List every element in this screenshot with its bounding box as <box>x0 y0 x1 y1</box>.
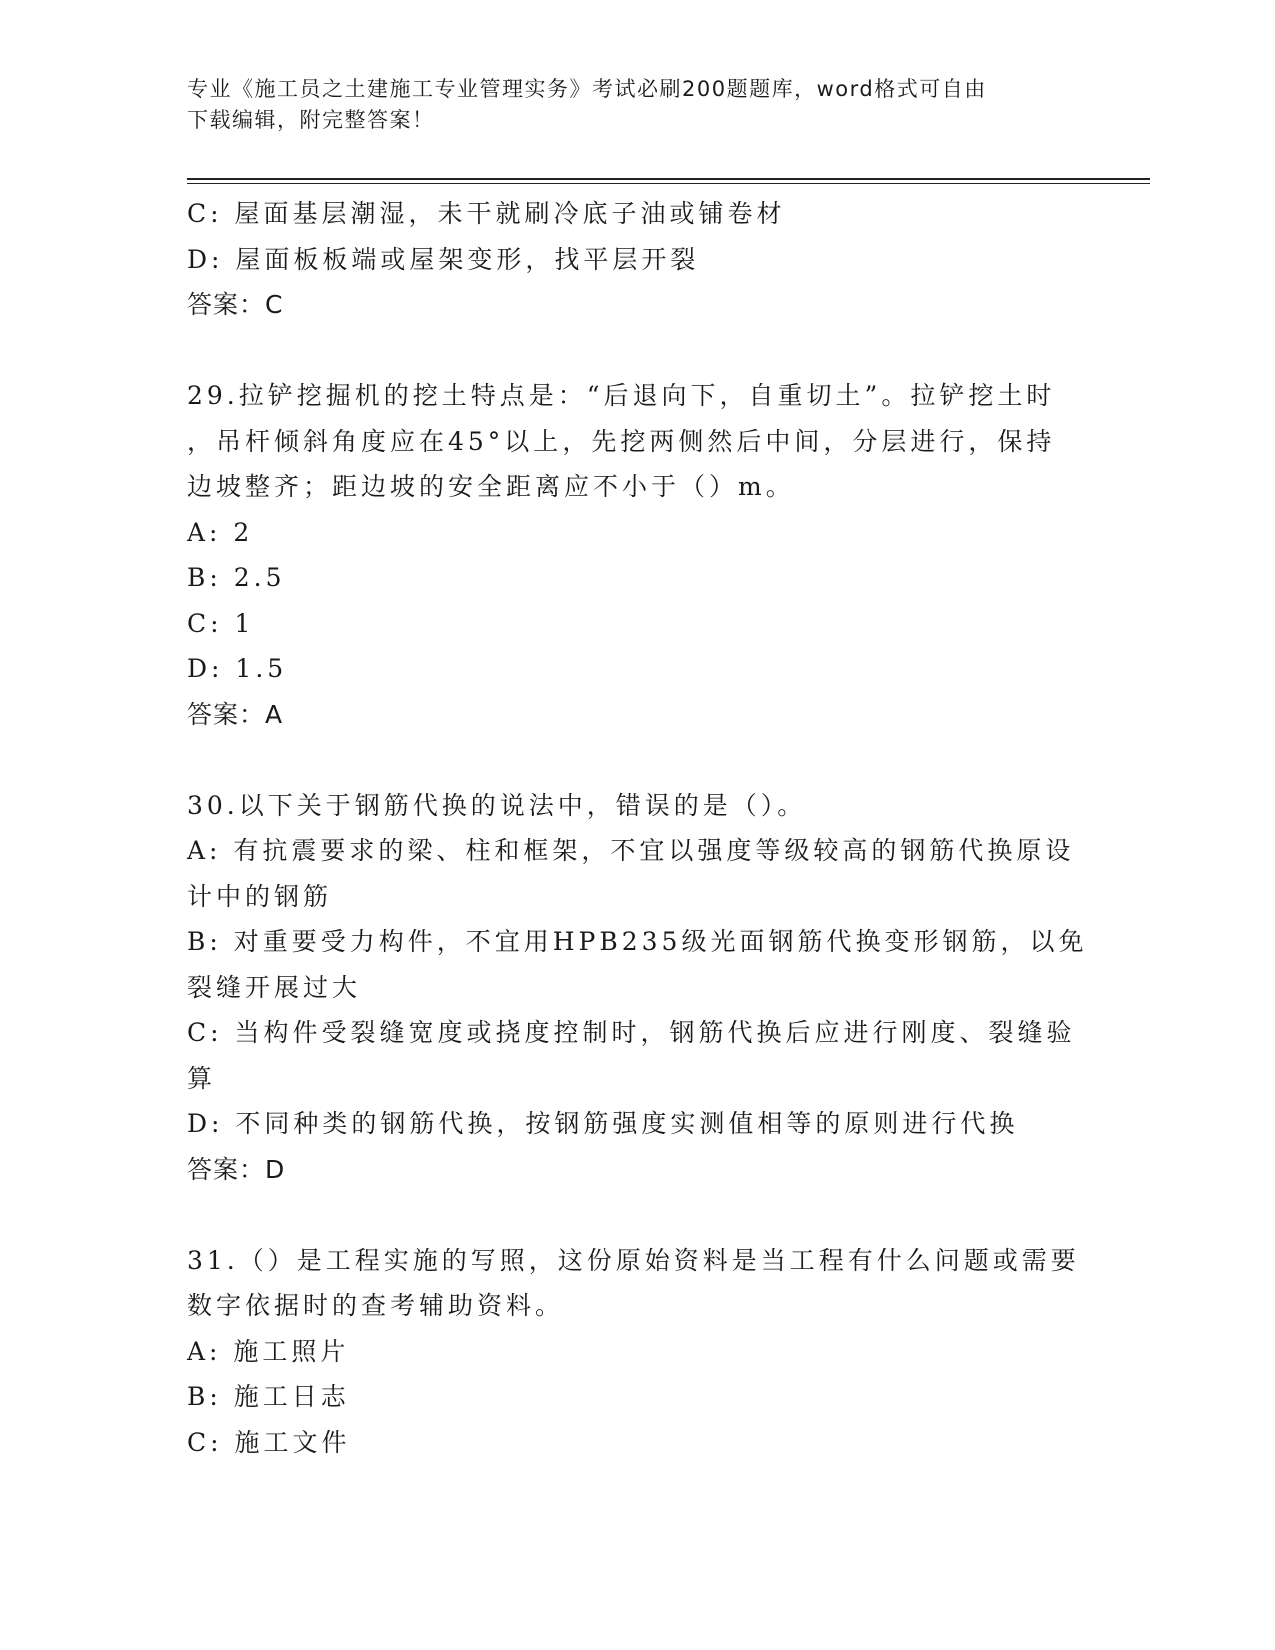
option-a: A: 2 <box>187 517 254 547</box>
option-d: D: 1.5 <box>187 654 288 683</box>
question-stem: 29.拉铲挖掘机的挖土特点是：“后退向下，自重切土”。拉铲挖土时 <box>187 381 1056 410</box>
option-c: C: 当构件受裂缝宽度或挠度控制时，钢筋代换后应进行刚度、裂缝验 <box>187 1018 1076 1047</box>
option-b: B: 2.5 <box>187 563 286 592</box>
question-stem: 边坡整齐；距边坡的安全距离应不小于（）m。 <box>187 472 795 501</box>
option-c: C: 施工文件 <box>187 1427 351 1457</box>
spacer <box>187 328 1087 374</box>
option-b: B: 对重要受力构件，不宜用HPB235级光面钢筋代换变形钢筋，以免 <box>187 927 1088 956</box>
answer: 答案：D <box>187 1154 286 1184</box>
option-b-continued: 裂缝开展过大 <box>187 972 362 1002</box>
option-a: A: 有抗震要求的梁、柱和框架，不宜以强度等级较高的钢筋代换原设 <box>187 836 1075 865</box>
header-rule-thin <box>187 183 1150 184</box>
option-c: C: 屋面基层潮湿，未干就刷冷底子油或铺卷材 <box>187 199 786 228</box>
option-c-continued: 算 <box>187 1063 217 1093</box>
answer: 答案：C <box>187 290 284 319</box>
option-d: D: 不同种类的钢筋代换，按钢筋强度实测值相等的原则进行代换 <box>187 1109 1019 1138</box>
question-31 <box>187 1238 1087 1466</box>
header-line-1: 专业《施工员之土建施工专业管理实务》考试必刷200题题库，word格式可自由 <box>187 77 987 101</box>
option-a-continued: 计中的钢筋 <box>187 881 333 911</box>
spacer <box>187 737 1087 783</box>
question-stem: 31.（）是工程实施的写照，这份原始资料是当工程有什么问题或需要 <box>187 1245 1080 1275</box>
question-stem: 30.以下关于钢筋代换的说法中，错误的是（）。 <box>187 790 807 820</box>
spacer <box>187 1192 1087 1238</box>
option-b: B: 施工日志 <box>187 1382 350 1411</box>
option-c: C: 1 <box>187 608 255 638</box>
header-rule-thick <box>187 178 1150 180</box>
document-header <box>187 74 1087 136</box>
question-28 <box>187 191 1087 328</box>
question-stem: 数字依据时的查考辅助资料。 <box>187 1291 565 1320</box>
question-30 <box>187 783 1087 1193</box>
question-29 <box>187 373 1087 737</box>
answer: 答案：A <box>187 699 284 729</box>
document-body <box>187 191 1087 1465</box>
option-a: A: 施工照片 <box>187 1336 350 1366</box>
header-line-2: 下载编辑，附完整答案！ <box>187 108 435 132</box>
question-stem: ，吊杆倾斜角度应在45°以上，先挖两侧然后中间，分层进行，保持 <box>187 426 1056 456</box>
option-d: D: 屋面板板端或屋架变形，找平层开裂 <box>187 244 700 274</box>
